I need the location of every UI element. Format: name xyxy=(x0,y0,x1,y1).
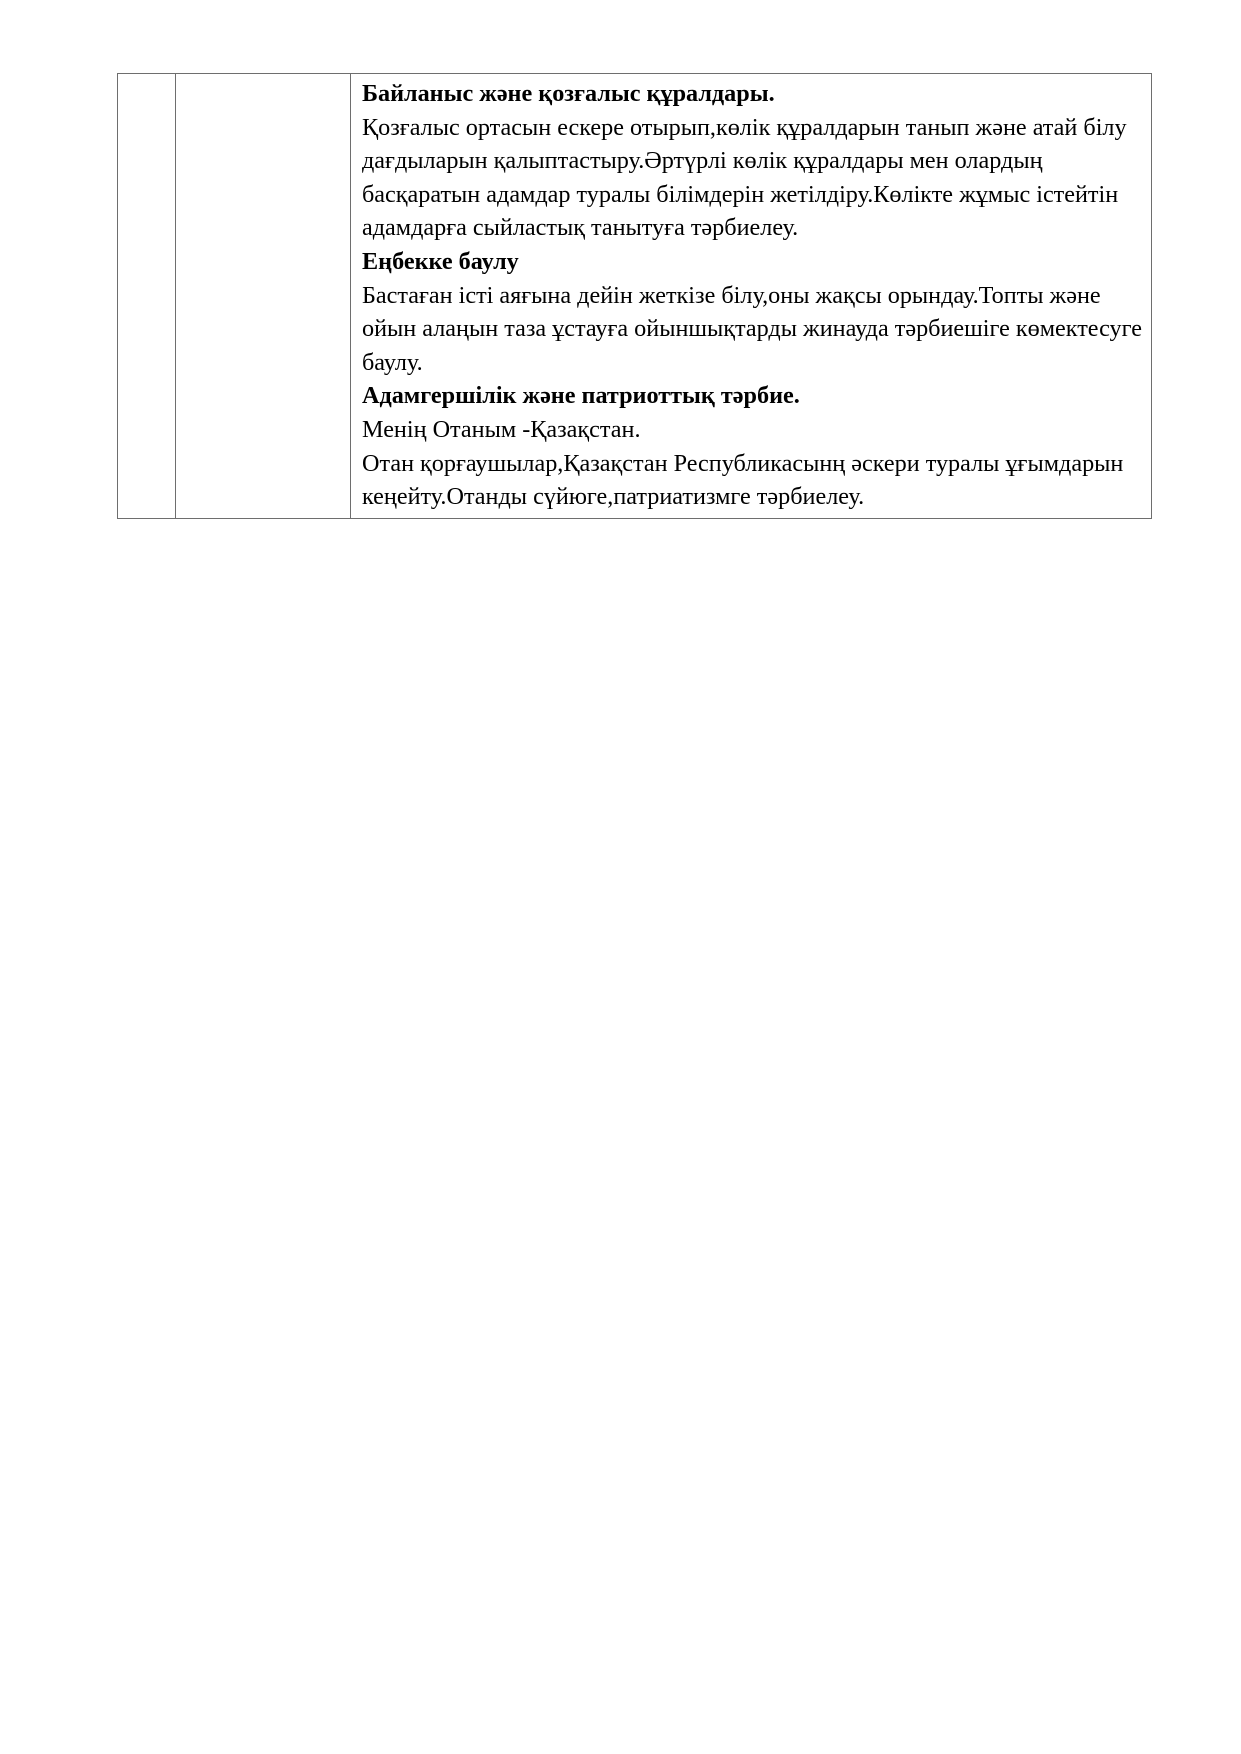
section-text-transport: Қозғалыс ортасын ескере отырып,көлік құралдарын танып және атай білу дағдыларын қалыптастыру.Әртүрлі көлік құралдары мен олардың басқаратын адамдар туралы білімдерін жетілдіру.Көлікте жұмыс істейтін адамдарға сыйластық танытуға тәрбиелеу. xyxy=(362,113,1127,242)
section-heading-patriotic: Адамгершілік және патриоттық тәрбие. xyxy=(362,382,800,410)
content-table xyxy=(117,73,1152,519)
section-text-patriotic: Отан қорғаушылар,Қазақстан Республикасынң әскери туралы ұғымдарын кеңейту.Отанды сүйюге,патриатизмге тәрбиелеу. xyxy=(362,449,1124,511)
content-cell xyxy=(351,74,1152,519)
section-heading-labor: Еңбекке баулу xyxy=(362,247,519,275)
section-text-labor: Бастаған істі аяғына дейін жеткізе білу,оны жақсы орындау.Топты және ойын алаңын таза ұстауға ойыншықтарды жинауда тәрбиешіге көмектесуге баулу. xyxy=(362,281,1142,376)
section-text-patriotic-motto: Менің Отаным -Қазақстан. xyxy=(362,415,641,443)
section-heading-transport: Байланыс және қозғалыс құралдары. xyxy=(362,80,775,107)
empty-cell-topic xyxy=(176,74,351,519)
empty-cell-number xyxy=(118,74,176,519)
table-row xyxy=(118,74,1152,519)
